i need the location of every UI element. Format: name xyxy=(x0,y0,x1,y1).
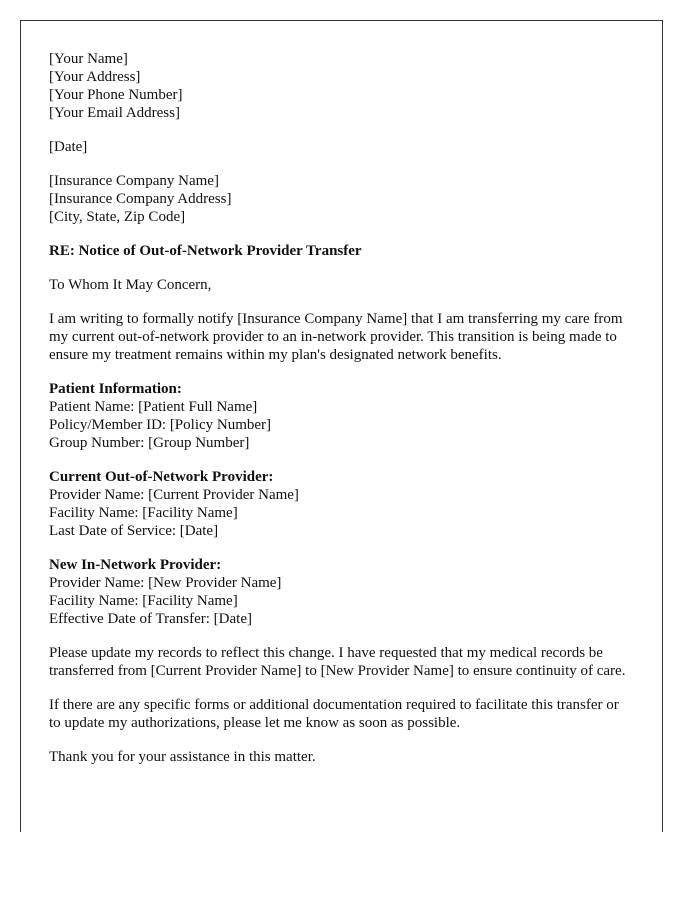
section-heading: Patient Information: xyxy=(49,381,182,397)
current-provider-section xyxy=(49,468,634,540)
section-line: Provider Name: [Current Provider Name] xyxy=(49,487,299,503)
section-line: Group Number: [Group Number] xyxy=(49,435,250,451)
sender-name: [Your Name] xyxy=(49,51,128,67)
section-heading: Current Out-of-Network Provider: xyxy=(49,469,274,485)
new-provider-section xyxy=(49,556,634,628)
recipient-address: [Insurance Company Address] xyxy=(49,191,232,207)
records-paragraph: Please update my records to reflect this change. I have requested that my medical records be transferred from [Current Provider Name] to [New Provider Name] to ensure continuity of care. xyxy=(49,645,626,679)
section-line: Effective Date of Transfer: [Date] xyxy=(49,611,252,627)
thanks-paragraph: Thank you for your assistance in this matter. xyxy=(49,749,316,765)
section-line: Facility Name: [Facility Name] xyxy=(49,505,238,521)
section-line: Policy/Member ID: [Policy Number] xyxy=(49,417,272,433)
documentation-paragraph: If there are any specific forms or additional documentation required to facilitate this transfer or to update my authorizations, please let me know as soon as possible. xyxy=(49,697,619,731)
section-line: Facility Name: [Facility Name] xyxy=(49,593,238,609)
sender-block xyxy=(49,50,634,122)
section-line: Provider Name: [New Provider Name] xyxy=(49,575,282,591)
intro-paragraph: I am writing to formally notify [Insurance Company Name] that I am transferring my care from my current out-of-network provider to an in-network provider. This transition is being made to ensure my treatment remains within my plan's designated network benefits. xyxy=(49,311,623,363)
sender-phone: [Your Phone Number] xyxy=(49,87,183,103)
recipient-city: [City, State, Zip Code] xyxy=(49,209,186,225)
letter-page xyxy=(20,20,663,832)
sender-address: [Your Address] xyxy=(49,69,141,85)
sender-email: [Your Email Address] xyxy=(49,105,180,121)
salutation: To Whom It May Concern, xyxy=(49,277,212,293)
section-line: Last Date of Service: [Date] xyxy=(49,523,219,539)
letter-date: [Date] xyxy=(49,139,88,155)
section-line: Patient Name: [Patient Full Name] xyxy=(49,399,258,415)
recipient-block xyxy=(49,172,634,226)
patient-info-section xyxy=(49,380,634,452)
section-heading: New In-Network Provider: xyxy=(49,557,222,573)
recipient-company: [Insurance Company Name] xyxy=(49,173,219,189)
subject-line: RE: Notice of Out-of-Network Provider Transfer xyxy=(49,243,362,259)
